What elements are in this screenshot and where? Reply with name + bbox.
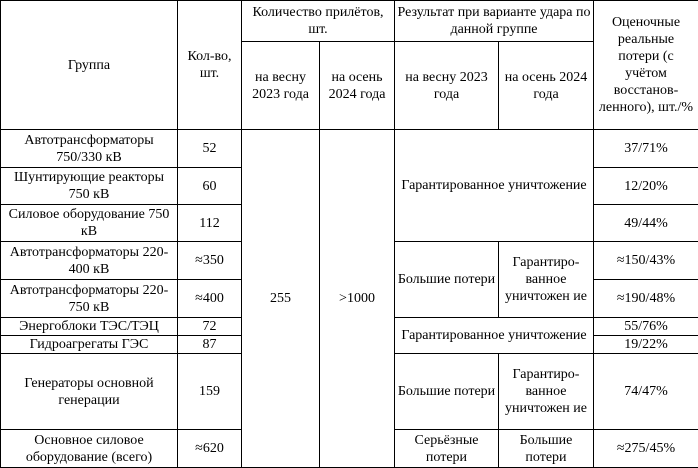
- group-cell: Силовое оборудование 750 кВ: [1, 205, 178, 242]
- header-result-spring-2023: на весну 2023 года: [395, 42, 499, 130]
- count-cell: 159: [178, 354, 242, 430]
- count-cell: ≈350: [178, 242, 242, 280]
- result-guaranteed-destruction: Гарантиро-ванное уничтожен ие: [499, 242, 594, 318]
- header-losses: Оценочные реальные потери (с учётом восстанов-ленного), шт./%: [594, 1, 698, 130]
- count-cell: ≈400: [178, 280, 242, 318]
- group-cell: Автотрансформаторы 220-400 кВ: [1, 242, 178, 280]
- result-big-losses: Большие потери: [395, 242, 499, 318]
- group-cell: Автотрансформаторы 750/330 кВ: [1, 130, 178, 168]
- header-count: Кол-во, шт.: [178, 1, 242, 130]
- group-cell: Генераторы основной генерации: [1, 354, 178, 430]
- count-cell: ≈620: [178, 430, 242, 468]
- losses-cell: 37/71%: [594, 130, 698, 168]
- flights-spring-2023: 255: [242, 130, 320, 468]
- group-cell: Гидроагрегаты ГЭС: [1, 336, 178, 354]
- count-cell: 112: [178, 205, 242, 242]
- count-cell: 60: [178, 168, 242, 205]
- group-cell: Энергоблоки ТЭС/ТЭЦ: [1, 318, 178, 336]
- result-big-losses: Большие потери: [395, 354, 499, 430]
- header-flights: Количество прилётов, шт.: [242, 1, 395, 42]
- count-cell: 72: [178, 318, 242, 336]
- losses-cell: ≈190/48%: [594, 280, 698, 318]
- result-guaranteed-destruction: Гарантиро-ванное уничтожен ие: [499, 354, 594, 430]
- result-big-losses: Большие потери: [499, 430, 594, 468]
- result-serious-losses: Серьёзные потери: [395, 430, 499, 468]
- header-group: Группа: [1, 1, 178, 130]
- losses-cell: 74/47%: [594, 354, 698, 430]
- header-result: Результат при варианте удара по данной группе: [395, 1, 594, 42]
- count-cell: 87: [178, 336, 242, 354]
- losses-cell: ≈275/45%: [594, 430, 698, 468]
- losses-cell: 55/76%: [594, 318, 698, 336]
- header-result-autumn-2024: на осень 2024 года: [499, 42, 594, 130]
- result-guaranteed-destruction: Гарантированное уничтожение: [395, 318, 594, 354]
- header-flights-autumn-2024: на осень 2024 года: [320, 42, 395, 130]
- header-flights-spring-2023: на весну 2023 года: [242, 42, 320, 130]
- losses-cell: 12/20%: [594, 168, 698, 205]
- result-guaranteed-destruction: Гарантированное уничтожение: [395, 130, 594, 242]
- group-cell: Основное силовое оборудование (всего): [1, 430, 178, 468]
- losses-cell: 49/44%: [594, 205, 698, 242]
- losses-cell: 19/22%: [594, 336, 698, 354]
- flights-autumn-2024: >1000: [320, 130, 395, 468]
- count-cell: 52: [178, 130, 242, 168]
- group-cell: Шунтирующие реакторы 750 кВ: [1, 168, 178, 205]
- group-cell: Автотрансформаторы 220-750 кВ: [1, 280, 178, 318]
- table-row: [1, 130, 698, 168]
- losses-cell: ≈150/43%: [594, 242, 698, 280]
